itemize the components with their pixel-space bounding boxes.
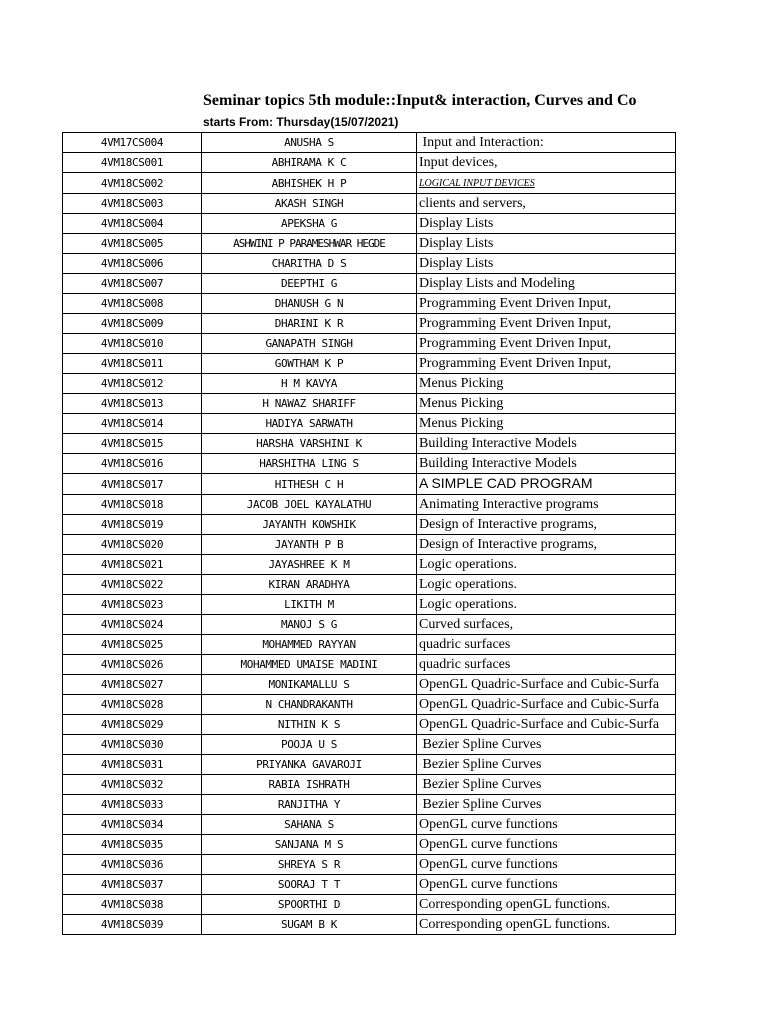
topic-cell[interactable] bbox=[417, 515, 676, 535]
usn-cell[interactable]: 4VM18CS025 bbox=[63, 635, 202, 655]
table-row[interactable] bbox=[63, 555, 676, 575]
topic-text: Building Interactive Models bbox=[419, 456, 577, 471]
topic-text: Programming Event Driven Input, bbox=[419, 336, 612, 351]
topic-cell[interactable] bbox=[417, 595, 676, 615]
student-name-cell[interactable]: MONIKAMALLU S bbox=[202, 675, 417, 695]
usn-cell[interactable]: 4VM18CS038 bbox=[63, 895, 202, 915]
student-name-cell[interactable]: NITHIN K S bbox=[202, 715, 417, 735]
table-row[interactable] bbox=[63, 454, 676, 474]
table-row[interactable] bbox=[63, 214, 676, 234]
topic-cell[interactable] bbox=[417, 133, 676, 153]
topic-cell[interactable] bbox=[417, 895, 676, 915]
usn-cell[interactable]: 4VM18CS037 bbox=[63, 875, 202, 895]
table-row[interactable] bbox=[63, 515, 676, 535]
topic-text: quadric surfaces bbox=[419, 637, 511, 652]
usn-cell[interactable]: 4VM18CS012 bbox=[63, 374, 202, 394]
table-row[interactable] bbox=[63, 133, 676, 153]
usn-cell[interactable]: 4VM18CS009 bbox=[63, 314, 202, 334]
topic-text: Input and Interaction: bbox=[419, 135, 544, 150]
topic-cell[interactable] bbox=[417, 153, 676, 173]
topic-cell[interactable] bbox=[417, 314, 676, 334]
student-name-cell[interactable]: KIRAN ARADHYA bbox=[202, 575, 417, 595]
table-row[interactable] bbox=[63, 875, 676, 895]
table-row[interactable] bbox=[63, 294, 676, 314]
student-name-cell[interactable]: APEKSHA G bbox=[202, 214, 417, 234]
table-row[interactable] bbox=[63, 815, 676, 835]
table-row[interactable] bbox=[63, 835, 676, 855]
usn-cell[interactable]: 4VM18CS028 bbox=[63, 695, 202, 715]
topic-text: OpenGL curve functions bbox=[419, 857, 558, 872]
student-name-cell[interactable]: N CHANDRAKANTH bbox=[202, 695, 417, 715]
usn-cell[interactable]: 4VM18CS030 bbox=[63, 735, 202, 755]
student-name-cell[interactable]: POOJA U S bbox=[202, 735, 417, 755]
topic-text: OpenGL curve functions bbox=[419, 837, 558, 852]
topic-cell[interactable] bbox=[417, 474, 676, 495]
student-name-cell[interactable]: RANJITHA Y bbox=[202, 795, 417, 815]
table-row[interactable] bbox=[63, 635, 676, 655]
topic-text: Menus Picking bbox=[419, 376, 504, 391]
usn-cell[interactable]: 4VM18CS003 bbox=[63, 194, 202, 214]
topic-cell[interactable] bbox=[417, 695, 676, 715]
topic-cell[interactable] bbox=[417, 194, 676, 214]
usn-cell[interactable]: 4VM18CS032 bbox=[63, 775, 202, 795]
table-row[interactable] bbox=[63, 735, 676, 755]
table-row[interactable] bbox=[63, 314, 676, 334]
topic-cell[interactable] bbox=[417, 715, 676, 735]
usn-cell[interactable]: 4VM18CS035 bbox=[63, 835, 202, 855]
student-name-cell[interactable]: H M KAVYA bbox=[202, 374, 417, 394]
topic-text: Display Lists bbox=[419, 236, 494, 251]
student-name-cell[interactable]: ASHWINI P PARAMESHWAR HEGDE bbox=[202, 234, 417, 254]
topic-text: OpenGL Quadric-Surface and Cubic-Surfa bbox=[419, 697, 660, 712]
topic-cell[interactable] bbox=[417, 615, 676, 635]
topic-cell[interactable] bbox=[417, 274, 676, 294]
topic-text: OpenGL curve functions bbox=[419, 877, 558, 892]
table-row[interactable] bbox=[63, 334, 676, 354]
student-name-cell[interactable]: JAYANTH P B bbox=[202, 535, 417, 555]
usn-cell[interactable]: 4VM18CS036 bbox=[63, 855, 202, 875]
topic-text: LOGICAL INPUT DEVICES bbox=[419, 178, 535, 189]
usn-cell[interactable]: 4VM18CS005 bbox=[63, 234, 202, 254]
topic-text: Programming Event Driven Input, bbox=[419, 296, 612, 311]
topic-text: Display Lists and Modeling bbox=[419, 276, 575, 291]
topic-cell[interactable] bbox=[417, 394, 676, 414]
topic-cell[interactable] bbox=[417, 234, 676, 254]
table-row[interactable] bbox=[63, 775, 676, 795]
table-row[interactable] bbox=[63, 234, 676, 254]
start-date-subtitle: starts From: Thursday(15/07/2021) bbox=[203, 115, 399, 129]
student-name-cell[interactable]: ANUSHA S bbox=[202, 133, 417, 153]
table-row[interactable] bbox=[63, 434, 676, 454]
topic-text: Curved surfaces, bbox=[419, 617, 514, 632]
topic-cell[interactable] bbox=[417, 254, 676, 274]
table-row[interactable] bbox=[63, 274, 676, 294]
student-name-cell[interactable]: DHARINI K R bbox=[202, 314, 417, 334]
student-name-cell[interactable]: MOHAMMED UMAISE MADINI bbox=[202, 655, 417, 675]
usn-cell[interactable]: 4VM18CS027 bbox=[63, 675, 202, 695]
table-row[interactable] bbox=[63, 595, 676, 615]
topic-cell[interactable] bbox=[417, 294, 676, 314]
usn-cell[interactable]: 4VM17CS004 bbox=[63, 133, 202, 153]
table-row[interactable] bbox=[63, 474, 676, 495]
topic-cell[interactable] bbox=[417, 795, 676, 815]
topic-text: Design of Interactive programs, bbox=[419, 537, 598, 552]
table-row[interactable] bbox=[63, 655, 676, 675]
table-row[interactable] bbox=[63, 715, 676, 735]
table-row[interactable] bbox=[63, 354, 676, 374]
topic-text: Logic operations. bbox=[419, 557, 517, 572]
table-row[interactable] bbox=[63, 153, 676, 173]
usn-cell[interactable]: 4VM18CS026 bbox=[63, 655, 202, 675]
usn-cell[interactable]: 4VM18CS008 bbox=[63, 294, 202, 314]
usn-cell[interactable]: 4VM18CS020 bbox=[63, 535, 202, 555]
student-name-cell[interactable]: GANAPATH SINGH bbox=[202, 334, 417, 354]
topic-cell[interactable] bbox=[417, 454, 676, 474]
topic-text: Programming Event Driven Input, bbox=[419, 356, 612, 371]
usn-cell[interactable]: 4VM18CS018 bbox=[63, 495, 202, 515]
topic-text: Logic operations. bbox=[419, 577, 517, 592]
student-name-cell[interactable]: HARSHA VARSHINI K bbox=[202, 434, 417, 454]
topic-text: OpenGL Quadric-Surface and Cubic-Surfa bbox=[419, 677, 660, 692]
table-row[interactable] bbox=[63, 374, 676, 394]
usn-cell[interactable]: 4VM18CS006 bbox=[63, 254, 202, 274]
table-row[interactable] bbox=[63, 394, 676, 414]
schedule-rows bbox=[63, 133, 676, 935]
table-row[interactable] bbox=[63, 695, 676, 715]
student-name-cell[interactable]: JAYANTH KOWSHIK bbox=[202, 515, 417, 535]
topic-cell[interactable] bbox=[417, 655, 676, 675]
table-row[interactable] bbox=[63, 414, 676, 434]
usn-cell[interactable]: 4VM18CS017 bbox=[63, 474, 202, 495]
topic-text: Bezier Spline Curves bbox=[419, 757, 542, 772]
topic-text: Display Lists bbox=[419, 256, 494, 271]
student-name-cell[interactable]: SOORAJ T T bbox=[202, 875, 417, 895]
student-name-cell[interactable]: AKASH SINGH bbox=[202, 194, 417, 214]
usn-cell[interactable]: 4VM18CS021 bbox=[63, 555, 202, 575]
usn-cell[interactable]: 4VM18CS039 bbox=[63, 915, 202, 935]
table-row[interactable] bbox=[63, 254, 676, 274]
student-name-cell[interactable]: HITHESH C H bbox=[202, 474, 417, 495]
table-row[interactable] bbox=[63, 535, 676, 555]
table-row[interactable] bbox=[63, 495, 676, 515]
topic-cell[interactable] bbox=[417, 675, 676, 695]
table-row[interactable] bbox=[63, 173, 676, 194]
usn-cell[interactable]: 4VM18CS016 bbox=[63, 454, 202, 474]
topic-cell[interactable] bbox=[417, 755, 676, 775]
usn-cell[interactable]: 4VM18CS007 bbox=[63, 274, 202, 294]
usn-cell[interactable]: 4VM18CS024 bbox=[63, 615, 202, 635]
topic-text: Corresponding openGL functions. bbox=[419, 897, 611, 912]
table-row[interactable] bbox=[63, 755, 676, 775]
student-name-cell[interactable]: ABHIRAMA K C bbox=[202, 153, 417, 173]
topic-cell[interactable] bbox=[417, 214, 676, 234]
table-row[interactable] bbox=[63, 675, 676, 695]
student-name-cell[interactable]: ABHISHEK H P bbox=[202, 173, 417, 194]
topic-cell[interactable] bbox=[417, 855, 676, 875]
topic-text: Menus Picking bbox=[419, 396, 504, 411]
student-name-cell[interactable]: SAHANA S bbox=[202, 815, 417, 835]
usn-cell[interactable]: 4VM18CS013 bbox=[63, 394, 202, 414]
topic-text: clients and servers, bbox=[419, 196, 526, 211]
student-name-cell[interactable]: RABIA ISHRATH bbox=[202, 775, 417, 795]
usn-cell[interactable]: 4VM18CS004 bbox=[63, 214, 202, 234]
table-row[interactable] bbox=[63, 615, 676, 635]
usn-cell[interactable]: 4VM18CS002 bbox=[63, 173, 202, 194]
usn-cell[interactable]: 4VM18CS023 bbox=[63, 595, 202, 615]
usn-cell[interactable]: 4VM18CS033 bbox=[63, 795, 202, 815]
student-name-cell[interactable]: DHANUSH G N bbox=[202, 294, 417, 314]
student-name-cell[interactable]: SPOORTHI D bbox=[202, 895, 417, 915]
student-name-cell[interactable]: SHREYA S R bbox=[202, 855, 417, 875]
topic-cell[interactable] bbox=[417, 555, 676, 575]
usn-cell[interactable]: 4VM18CS011 bbox=[63, 354, 202, 374]
topic-text: quadric surfaces bbox=[419, 657, 511, 672]
usn-cell[interactable]: 4VM18CS031 bbox=[63, 755, 202, 775]
topic-text: Bezier Spline Curves bbox=[419, 777, 542, 792]
usn-cell[interactable]: 4VM18CS001 bbox=[63, 153, 202, 173]
usn-cell[interactable]: 4VM18CS010 bbox=[63, 334, 202, 354]
usn-cell[interactable]: 4VM18CS029 bbox=[63, 715, 202, 735]
topic-text: OpenGL curve functions bbox=[419, 817, 558, 832]
table-row[interactable] bbox=[63, 855, 676, 875]
topic-text: Menus Picking bbox=[419, 416, 504, 431]
table-row[interactable] bbox=[63, 895, 676, 915]
topic-cell[interactable] bbox=[417, 735, 676, 755]
student-name-cell[interactable]: SANJANA M S bbox=[202, 835, 417, 855]
topic-text: Logic operations. bbox=[419, 597, 517, 612]
topic-cell[interactable] bbox=[417, 575, 676, 595]
topic-text: Bezier Spline Curves bbox=[419, 737, 542, 752]
usn-cell[interactable]: 4VM18CS015 bbox=[63, 434, 202, 454]
student-name-cell[interactable]: GOWTHAM K P bbox=[202, 354, 417, 374]
usn-cell[interactable]: 4VM18CS034 bbox=[63, 815, 202, 835]
student-name-cell[interactable]: SUGAM B K bbox=[202, 915, 417, 935]
table-row[interactable] bbox=[63, 575, 676, 595]
student-name-cell[interactable]: MOHAMMED RAYYAN bbox=[202, 635, 417, 655]
student-name-cell[interactable]: MANOJ S G bbox=[202, 615, 417, 635]
student-name-cell[interactable]: DEEPTHI G bbox=[202, 274, 417, 294]
topic-text: Animating Interactive programs bbox=[419, 497, 599, 512]
seminar-schedule-table bbox=[62, 132, 676, 935]
topic-cell[interactable] bbox=[417, 535, 676, 555]
table-row[interactable] bbox=[63, 915, 676, 935]
topic-text: Display Lists bbox=[419, 216, 494, 231]
topic-text: OpenGL Quadric-Surface and Cubic-Surfa bbox=[419, 717, 660, 732]
topic-text: Building Interactive Models bbox=[419, 436, 577, 451]
topic-cell[interactable] bbox=[417, 775, 676, 795]
topic-cell[interactable] bbox=[417, 374, 676, 394]
topic-cell[interactable] bbox=[417, 835, 676, 855]
student-name-cell[interactable]: H NAWAZ SHARIFF bbox=[202, 394, 417, 414]
topic-text: Design of Interactive programs, bbox=[419, 517, 598, 532]
topic-cell[interactable] bbox=[417, 434, 676, 454]
table-row[interactable] bbox=[63, 795, 676, 815]
topic-cell[interactable] bbox=[417, 815, 676, 835]
topic-text: Corresponding openGL functions. bbox=[419, 917, 611, 932]
topic-cell[interactable] bbox=[417, 635, 676, 655]
student-name-cell[interactable]: JACOB JOEL KAYALATHU bbox=[202, 495, 417, 515]
student-name-cell[interactable]: JAYASHREE K M bbox=[202, 555, 417, 575]
student-name-cell[interactable]: HADIYA SARWATH bbox=[202, 414, 417, 434]
usn-cell[interactable]: 4VM18CS019 bbox=[63, 515, 202, 535]
usn-cell[interactable]: 4VM18CS022 bbox=[63, 575, 202, 595]
topic-text: Bezier Spline Curves bbox=[419, 797, 542, 812]
topic-cell[interactable] bbox=[417, 414, 676, 434]
topic-cell[interactable] bbox=[417, 354, 676, 374]
topic-cell[interactable] bbox=[417, 173, 676, 194]
topic-cell[interactable] bbox=[417, 495, 676, 515]
topic-text: A SIMPLE CAD PROGRAM bbox=[419, 475, 593, 491]
topic-text: Input devices, bbox=[419, 155, 498, 170]
student-name-cell[interactable]: HARSHITHA LING S bbox=[202, 454, 417, 474]
student-name-cell[interactable]: CHARITHA D S bbox=[202, 254, 417, 274]
page-title: Seminar topics 5th module::Input& interaction, Curves and Co bbox=[203, 92, 637, 109]
student-name-cell[interactable]: LIKITH M bbox=[202, 595, 417, 615]
table-row[interactable] bbox=[63, 194, 676, 214]
topic-cell[interactable] bbox=[417, 915, 676, 935]
topic-text: Programming Event Driven Input, bbox=[419, 316, 612, 331]
usn-cell[interactable]: 4VM18CS014 bbox=[63, 414, 202, 434]
topic-cell[interactable] bbox=[417, 334, 676, 354]
student-name-cell[interactable]: PRIYANKA GAVAROJI bbox=[202, 755, 417, 775]
topic-cell[interactable] bbox=[417, 875, 676, 895]
